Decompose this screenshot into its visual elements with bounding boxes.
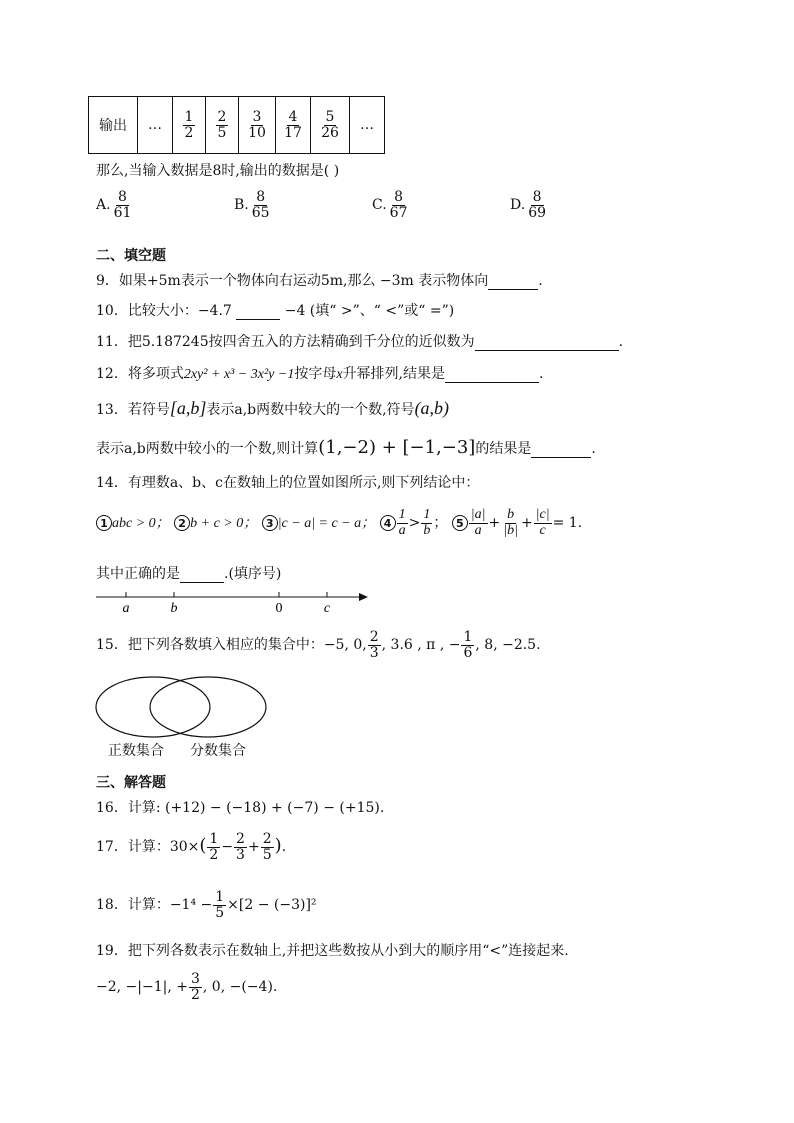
table-cell: $\frac{2}{5}$ — [206, 97, 239, 154]
q16: 16．计算: (+12) − (−18) + (−7) − (+15). — [96, 800, 385, 816]
table-cell: … — [350, 97, 385, 154]
section-heading-fill-in: 二、填空题 — [96, 248, 166, 264]
table-cell: $\frac{1}{2}$ — [173, 97, 206, 154]
q14-text: 14．有理数a、b、c在数轴上的位置如图所示,则下列结论中： — [96, 475, 480, 491]
q8-text: 那么,当输入数据是8时,输出的数据是( ) — [96, 163, 340, 179]
q18: 18．计算：−1⁴ − $\frac{1}{5}$ ×[2 − (−3)]² — [96, 889, 317, 921]
number-line-diagram — [90, 588, 380, 618]
circle-5: 5 — [452, 515, 468, 531]
q19-numbers: −2, −|−1|, + $\frac{3}{2}$ , 0, −(−4). — [96, 971, 278, 1003]
table-label: 输出 — [89, 97, 138, 154]
circle-2: 2 — [174, 515, 190, 531]
set-label-positive: 正数集合 — [108, 743, 164, 759]
arrow-icon — [359, 593, 368, 601]
ellipse-fraction — [150, 677, 266, 737]
ellipse-positive — [96, 677, 210, 737]
q13-line2: 表示a,b两数中较小的一个数,则计算(1,−2) + [−1,−3]的结果是 . — [96, 437, 596, 458]
input-output-table — [88, 96, 385, 154]
q9: 9．如果+5m表示一个物体向右运动5m,那么 −3m 表示物体向 . — [96, 273, 543, 289]
label-0: 0 — [275, 601, 283, 616]
circle-1: 1 — [96, 515, 112, 531]
q17: 17．计算：30×( $\frac{1}{2}$ − $\frac{2}{3}$ + $\frac{2}{5}$ ). — [96, 831, 287, 863]
q12: 12．将多项式2xy² + x³ − 3x²y −1按字母x升幂排列,结果是 . — [96, 366, 544, 382]
circle-4: 4 — [380, 515, 396, 531]
label-c: c — [323, 601, 331, 616]
circle-3: 3 — [262, 515, 278, 531]
q8-option-a: A. $\frac{8}{61}$ — [96, 189, 132, 221]
venn-diagram — [94, 674, 270, 740]
table-cell: $\frac{4}{17}$ — [276, 97, 311, 154]
table-cell: $\frac{5}{26}$ — [311, 97, 350, 154]
table-cell: … — [138, 97, 173, 154]
q8-option-b: B. $\frac{8}{65}$ — [234, 189, 270, 221]
q8-option-d: D. $\frac{8}{69}$ — [510, 189, 547, 221]
q14-answer: 其中正确的是 .(填序号) — [96, 566, 282, 582]
q8-option-c: C. $\frac{8}{67}$ — [372, 189, 408, 221]
q10: 10．比较大小：−4.7 −4 (填“ >”、“ <”或“ =”) — [96, 303, 455, 319]
q11: 11．把5.187245按四舍五入的方法精确到千分位的近似数为 . — [96, 334, 624, 350]
q14-statements: 1 abc > 0； 2 b + c > 0； 3 |c − a| = c − a； 4 $\frac{1}{a}$ > $\frac{1}{b}$ ； 5 $\frac{|a|}{a}$ + $\frac{b}{|b|}$ + $\frac{|c|}{c}$ = 1. — [96, 508, 582, 538]
q19-text: 19．把下列各数表示在数轴上,并把这些数按从小到大的顺序用“<”连接起来. — [96, 943, 569, 959]
label-a: a — [122, 601, 130, 616]
q13-line1: 13．若符号[a,b]表示a,b两数中较大的一个数,符号(a,b) — [96, 398, 450, 418]
table-cell: $\frac{3}{10}$ — [239, 97, 276, 154]
set-label-fraction: 分数集合 — [190, 743, 246, 759]
q15: 15．把下列各数填入相应的集合中：−5, 0, $\frac{2}{3}$ , 3.6 , π , − $\frac{1}{6}$ , 8, −2.5. — [96, 629, 541, 661]
section-heading-solve: 三、解答题 — [96, 775, 166, 791]
label-b: b — [170, 601, 178, 616]
